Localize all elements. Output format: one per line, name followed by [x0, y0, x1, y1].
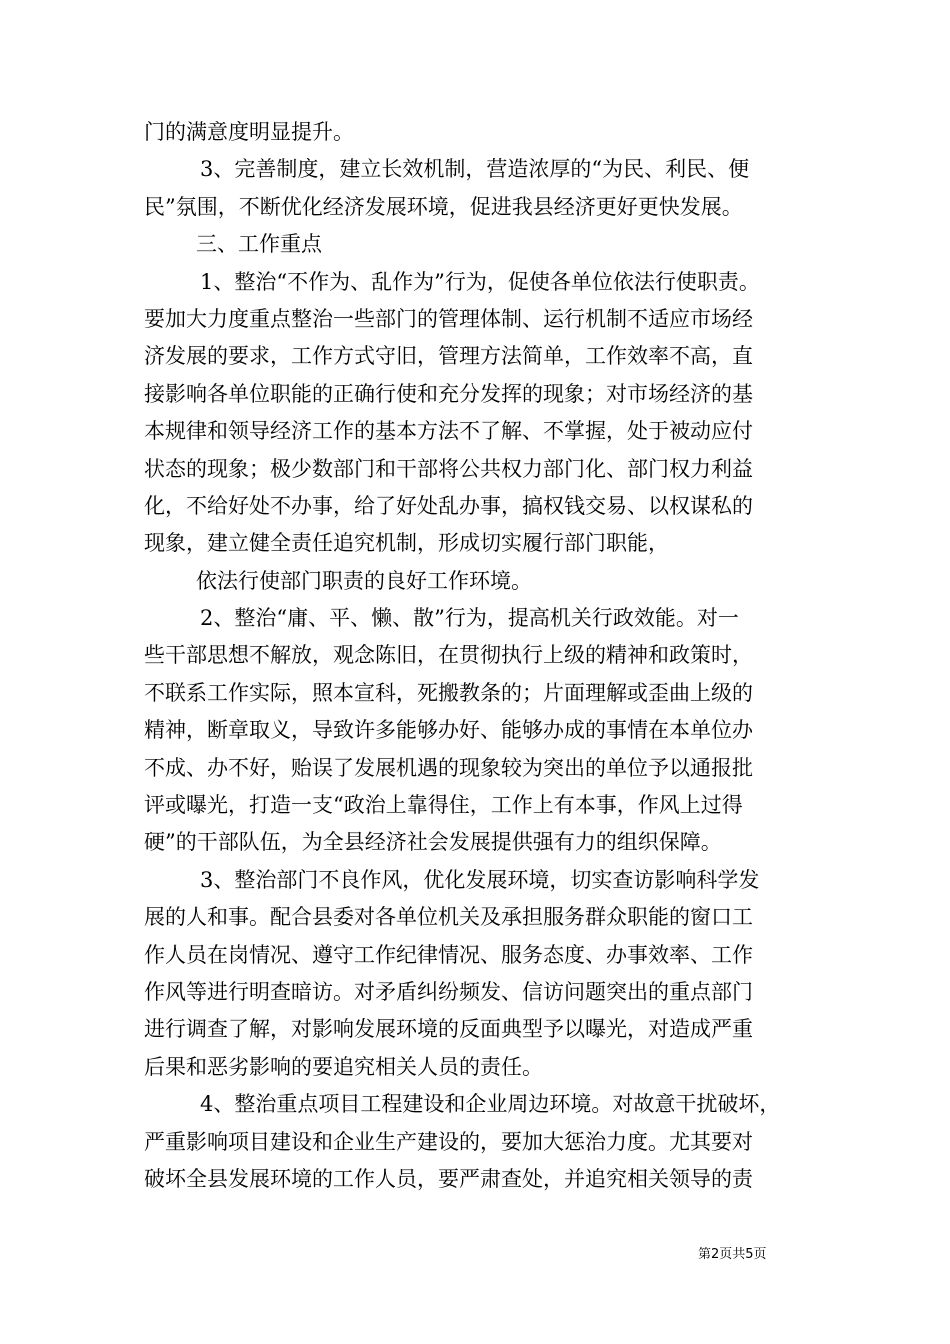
text-line: 评或曝光，打造一支“政治上靠得住，工作上有本事，作风上过得 [144, 793, 743, 818]
text-line: 些干部思想不解放，观念陈旧，在贯彻执行上级的精神和政策时， [144, 643, 753, 668]
text-line: 民”氛围，不断优化经济发展环境，促进我县经济更好更快发展。 [144, 194, 743, 219]
text-line: 进行调查了解，对影响发展环境的反面典型予以曝光，对造成严重 [144, 1017, 753, 1042]
text-line: 本规律和领导经济工作的基本方法不了解、不掌握，处于被动应付 [144, 419, 753, 444]
document-body [144, 114, 814, 1198]
text-line: 硬”的干部队伍，为全县经济社会发展提供强有力的组织保障。 [144, 830, 722, 855]
text-line: 4、整治重点项目工程建设和企业周边环境。对故意干扰破坏， [200, 1092, 781, 1117]
text-line: 依法行使部门职责的良好工作环境。 [196, 568, 532, 593]
page-number: 第2页共5页 [698, 1247, 767, 1262]
text-line: 严重影响项目建设和企业生产建设的，要加大惩治力度。尤其要对 [144, 1129, 753, 1154]
text-line: 破坏全县发展环境的工作人员，要严肃查处，并追究相关领导的责 [144, 1166, 753, 1191]
text-line: 要加大力度重点整治一些部门的管理体制、运行机制不适应市场经 [144, 306, 753, 331]
text-line: 作人员在岗情况、遵守工作纪律情况、服务态度、办事效率、工作 [144, 942, 753, 967]
text-line: 现象，建立健全责任追究机制，形成切实履行部门职能， [144, 531, 669, 556]
text-line: 3、完善制度，建立长效机制，营造浓厚的“为民、利民、便 [200, 157, 750, 182]
text-line: 门的满意度明显提升。 [144, 120, 354, 144]
text-line: 接影响各单位职能的正确行使和充分发挥的现象；对市场经济的基 [144, 381, 753, 406]
text-line: 不联系工作实际，照本宣科，死搬教条的；片面理解或歪曲上级的 [144, 680, 753, 705]
text-line: 2、整治“庸、平、懒、散”行为，提高机关行政效能。对一 [200, 606, 739, 631]
text-line: 不成、办不好，贻误了发展机遇的现象较为突出的单位予以通报批 [144, 755, 753, 780]
text-line: 济发展的要求，工作方式守旧，管理方法简单，工作效率不高，直 [144, 344, 753, 369]
text-line: 后果和恶劣影响的要追究相关人员的责任。 [144, 1054, 543, 1079]
text-line: 作风等进行明查暗访。对矛盾纠纷频发、信访问题突出的重点部门 [144, 979, 753, 1004]
text-line: 展的人和事。配合县委对各单位机关及承担服务群众职能的窗口工 [144, 905, 753, 930]
text-line: 精神，断章取义，导致许多能够办好、能够办成的事情在本单位办 [144, 718, 753, 743]
text-line: 状态的现象；极少数部门和干部将公共权力部门化、部门权力利益 [144, 456, 753, 481]
text-line: 化，不给好处不办事，给了好处乱办事，搞权钱交易、以权谋私的 [144, 493, 753, 518]
text-line: 1、整治“不作为、乱作为”行为，促使各单位依法行使职责。 [200, 269, 760, 294]
text-line: 3、整治部门不良作风，优化发展环境，切实查访影响科学发 [200, 867, 760, 892]
section-heading: 三、工作重点 [196, 232, 322, 257]
